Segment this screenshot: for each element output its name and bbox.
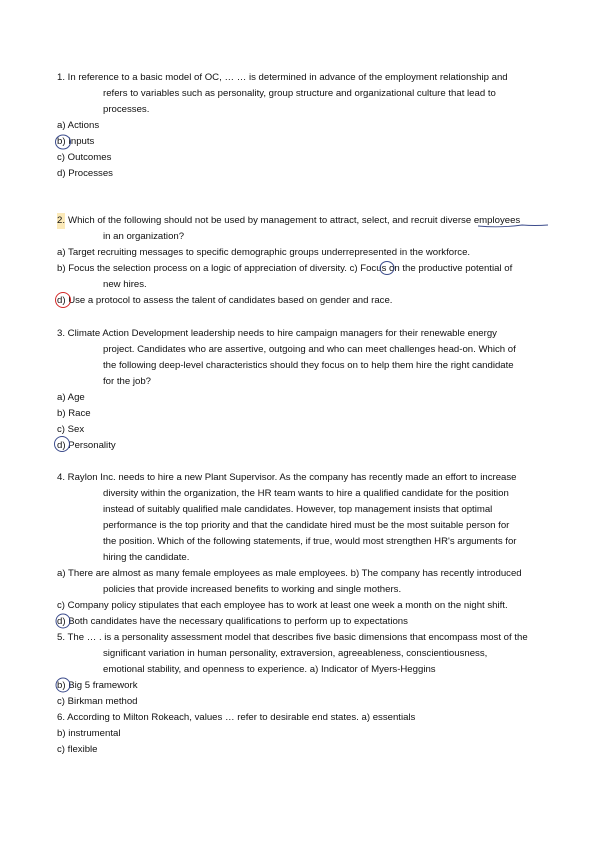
q4-line-1: 4. Raylon Inc. needs to hire a new Plant Supervisor. As the company has recently made an effort to increase	[57, 472, 517, 483]
q1-line-1: 1. In reference to a basic model of OC, … … is determined in advance of the employment relationship and	[57, 72, 508, 83]
q4-line-6: hiring the candidate.	[103, 552, 190, 563]
q5-option-b: b) Big 5 framework	[57, 680, 138, 691]
q3-option-b: b) Race	[57, 408, 91, 419]
q4-line-2: diversity within the organization, the HR team wants to hire a qualified candidate for the position	[103, 488, 509, 499]
q2-option-b-cont: new hires.	[103, 279, 147, 290]
q2-option-d: d) Use a protocol to assess the talent of candidates based on gender and race.	[57, 295, 393, 306]
q5-line-1: 5. The … . is a personality assessment model that describes five basic dimensions that encompass most of the	[57, 632, 528, 643]
q2-line-1-wrap	[57, 213, 558, 229]
q2-option-b: b) Focus the selection process on a logic of appreciation of diversity. c) Focus on the productive potential of	[57, 263, 513, 274]
q3-line-4: for the job?	[103, 376, 152, 387]
q1-line-2: refers to variables such as personality, group structure and organizational culture that lead to	[103, 88, 496, 99]
q5-line-2: significant variation in human personality, extraversion, agreeableness, conscientiousness,	[103, 648, 488, 659]
q3-line-1: 3. Climate Action Development leadership needs to hire campaign managers for their renewable energy	[57, 328, 497, 339]
q2-number: 2.	[57, 213, 65, 229]
q1-line-3: processes.	[103, 104, 150, 115]
q4-line-4: performance is the top priority and that the candidate hired must be the most suitable person for	[103, 520, 510, 531]
q5-line-3: emotional stability, and openness to experience. a) Indicator of Myers-Heggins	[103, 664, 436, 675]
q1-option-c: c) Outcomes	[57, 152, 112, 163]
q4-line-3: instead of suitably qualified male candidates. However, top management insists that optimal	[103, 504, 493, 515]
q3-line-2: project. Candidates who are assertive, outgoing and who can meet challenges head-on. Which of	[103, 344, 516, 355]
q6-line-1: 6. According to Milton Rokeach, values … refer to desirable end states. a) essentials	[57, 712, 416, 723]
q3-option-c: c) Sex	[57, 424, 85, 435]
q4-option-a: a) There are almost as many female employees as male employees. b) The company has recently introduced	[57, 568, 522, 579]
q1-option-d: d) Processes	[57, 168, 113, 179]
q6-option-b: b) instrumental	[57, 728, 121, 739]
q4-line-5: the position. Which of the following statements, if true, would most strengthen HR's arguments for	[103, 536, 517, 547]
q2-option-a: a) Target recruiting messages to specific demographic groups underrepresented in the workforce.	[57, 247, 471, 258]
q4-option-c: c) Company policy stipulates that each employee has to work at least one week a month on the night shift.	[57, 600, 508, 611]
q3-option-d: d) Personality	[57, 440, 116, 451]
q1-option-a: a) Actions	[57, 120, 100, 131]
q4-option-d: d) Both candidates have the necessary qualifications to perform up to expectations	[57, 616, 408, 627]
q1-option-b: b) Inputs	[57, 136, 95, 147]
q6-option-c: c) flexible	[57, 744, 98, 755]
q3-line-3: the following deep-level characteristics should they focus on to help them hire the right candidate	[103, 360, 514, 371]
q5-option-c: c) Birkman method	[57, 696, 138, 707]
q2-line-2: in an organization?	[103, 231, 185, 242]
q4-option-a-cont: policies that provide increased benefits to working and single mothers.	[103, 584, 402, 595]
q3-option-a: a) Age	[57, 392, 85, 403]
q2-line-1: Which of the following should not be used by management to attract, select, and recruit diverse employees	[68, 215, 521, 226]
